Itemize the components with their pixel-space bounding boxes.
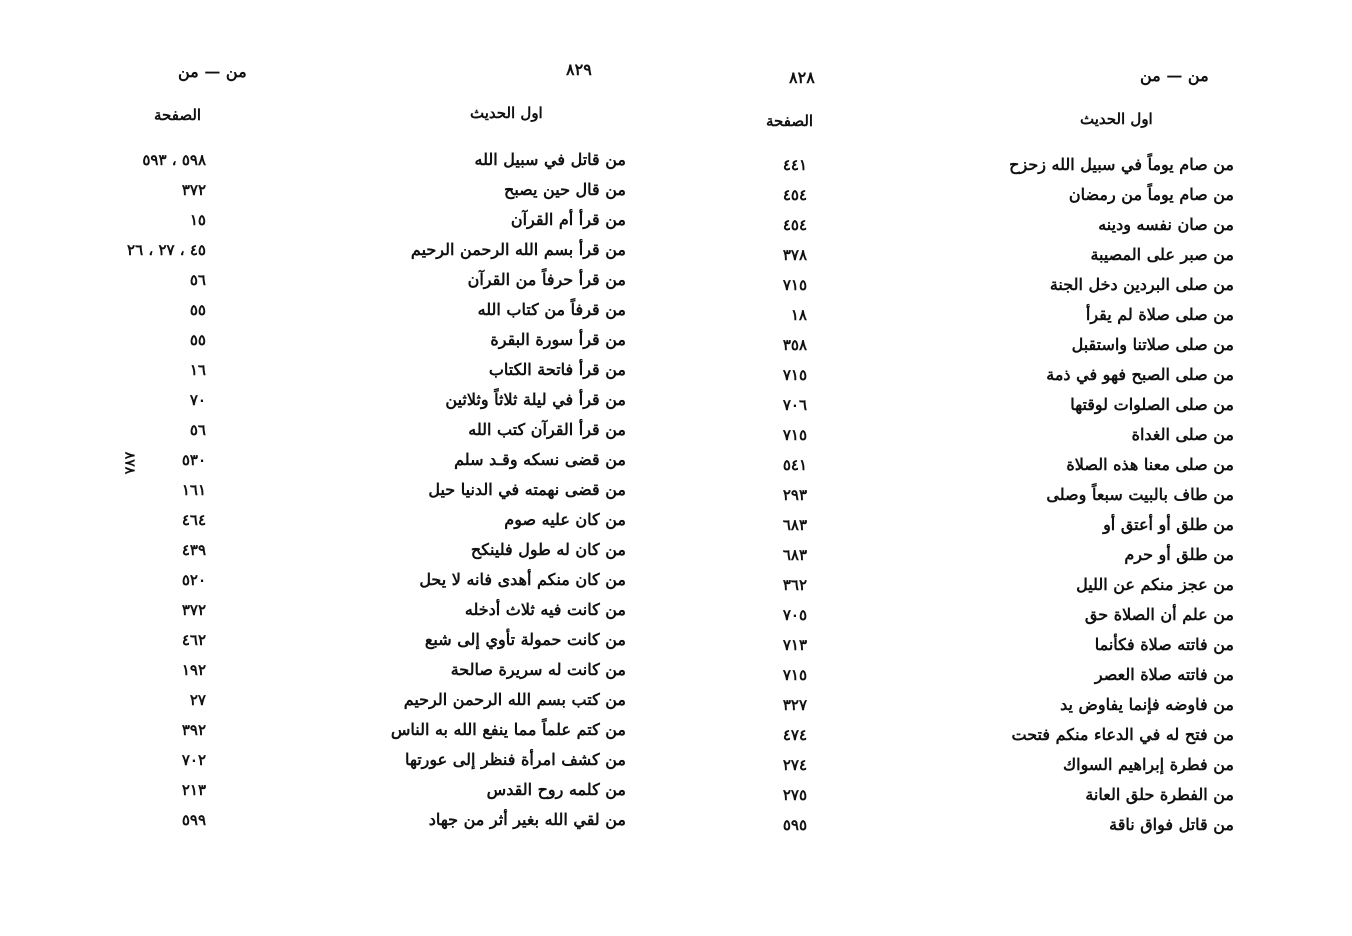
page-ref: ٣٧٢ bbox=[181, 181, 206, 199]
hadith-text: من صان نفسه ودينه bbox=[1098, 215, 1234, 234]
hadith-text: من صلى الغداة bbox=[1131, 425, 1234, 444]
hadith-text: من صام يوماً في سبيل الله زحزح bbox=[1009, 155, 1234, 174]
page-ref: ٢٩٣ bbox=[782, 486, 807, 504]
margin-mark: ٨٧٨ bbox=[121, 451, 138, 475]
page-ref: ٢١٣ bbox=[181, 781, 206, 799]
hadith-text: من طلق أو حرم bbox=[1124, 545, 1234, 564]
page-ref: ٧٠٢ bbox=[181, 751, 206, 769]
page-ref: ٣٥٨ bbox=[782, 336, 807, 354]
hadith-text: من علم أن الصلاة حق bbox=[1084, 605, 1234, 624]
list-item bbox=[0, 385, 676, 415]
list-item bbox=[0, 235, 676, 265]
page-ref: ٣٧٨ bbox=[782, 246, 807, 264]
list-item bbox=[0, 505, 676, 535]
hadith-text: من صام يوماً من رمضان bbox=[1068, 185, 1234, 204]
column-header-page: الصفحة bbox=[154, 106, 202, 124]
hadith-text: من صلى الصلوات لوقتها bbox=[1070, 395, 1234, 414]
page-ref: ٤٣٩ bbox=[181, 541, 206, 559]
list-item bbox=[676, 300, 1352, 330]
list-item bbox=[0, 685, 676, 715]
list-item bbox=[0, 595, 676, 625]
list-item bbox=[0, 445, 676, 475]
page-ref: ٧٠ bbox=[189, 391, 206, 409]
list-item bbox=[676, 810, 1352, 840]
page-ref: ١٨ bbox=[790, 306, 807, 324]
list-item bbox=[0, 415, 676, 445]
list-item bbox=[676, 240, 1352, 270]
page-ref: ٤٥ ، ٢٧ ، ٢٦ bbox=[127, 241, 206, 259]
list-item bbox=[0, 715, 676, 745]
hadith-text: من كشف امرأة فنظر إلى عورتها bbox=[404, 750, 626, 769]
hadith-text: من كانت حمولة تأوي إلى شبع bbox=[424, 630, 626, 649]
page-ref: ٦٨٣ bbox=[782, 546, 807, 564]
hadith-text: من كان له طول فلينكح bbox=[470, 540, 626, 559]
page-ref: ٣٧٢ bbox=[181, 601, 206, 619]
list-item bbox=[676, 780, 1352, 810]
hadith-text: من قضى نسكه وقـد سلم bbox=[454, 450, 626, 469]
column-header-page: الصفحة bbox=[766, 112, 814, 130]
page-ref: ٥٩٥ bbox=[782, 816, 807, 834]
list-item bbox=[676, 390, 1352, 420]
page-ref: ١٦١ bbox=[181, 481, 206, 499]
list-item bbox=[676, 570, 1352, 600]
page-ref: ٥٥ bbox=[189, 301, 206, 319]
hadith-text: من قرأ القرآن كتب الله bbox=[468, 420, 626, 439]
list-item bbox=[676, 750, 1352, 780]
list-item bbox=[676, 720, 1352, 750]
list-item bbox=[676, 330, 1352, 360]
hadith-text: من طاف بالبيت سبعاً وصلى bbox=[1046, 485, 1234, 504]
hadith-text: من كانت له سريرة صالحة bbox=[450, 660, 626, 679]
page-ref: ٥٣٠ bbox=[181, 451, 206, 469]
list-item bbox=[0, 325, 676, 355]
running-head: من — من bbox=[1140, 66, 1209, 85]
page-ref: ٢٧٥ bbox=[782, 786, 807, 804]
hadith-text: من صلى معنا هذه الصلاة bbox=[1066, 455, 1234, 474]
hadith-text: من فطرة إبراهيم السواك bbox=[1062, 755, 1234, 774]
hadith-text: من قرأ بسم الله الرحمن الرحيم bbox=[410, 240, 626, 259]
list-item bbox=[676, 210, 1352, 240]
hadith-text: من قرأ أم القرآن bbox=[510, 210, 626, 229]
page-ref: ٥٥ bbox=[189, 331, 206, 349]
hadith-text: من صلى الصبح فهو في ذمة bbox=[1046, 365, 1234, 384]
hadith-index-list bbox=[0, 145, 676, 835]
hadith-text: من فاتته صلاة فكأنما bbox=[1094, 635, 1234, 654]
hadith-text: من قرأ سورة البقرة bbox=[490, 330, 626, 349]
page-ref: ٧٠٦ bbox=[782, 396, 807, 414]
page-ref: ٥٩٩ bbox=[181, 811, 206, 829]
page-ref: ٣٦٢ bbox=[782, 576, 807, 594]
right-page bbox=[676, 0, 1352, 936]
hadith-text: من قضى نهمته في الدنيا حيل bbox=[428, 480, 626, 499]
hadith-text: من صبر على المصيبة bbox=[1090, 245, 1234, 264]
list-item bbox=[676, 510, 1352, 540]
running-head: من — من bbox=[178, 62, 247, 81]
list-item bbox=[676, 270, 1352, 300]
column-header-hadith-start: اول الحديث bbox=[1080, 110, 1153, 128]
page-ref: ٥٢٠ bbox=[181, 571, 206, 589]
hadith-text: من قال حين يصبح bbox=[504, 180, 626, 199]
page-ref: ٢٧ bbox=[189, 691, 206, 709]
list-item bbox=[0, 745, 676, 775]
hadith-text: من كتب بسم الله الرحمن الرحيم bbox=[403, 690, 626, 709]
list-item bbox=[676, 600, 1352, 630]
list-item bbox=[0, 205, 676, 235]
page-ref: ٧١٥ bbox=[782, 366, 807, 384]
page-ref: ٧١٥ bbox=[782, 666, 807, 684]
hadith-text: من كلمه روح القدس bbox=[486, 780, 626, 799]
hadith-text: من طلق أو أعتق أو bbox=[1103, 515, 1234, 534]
page-ref: ٤٥٤ bbox=[782, 186, 807, 204]
page-ref: ٥٤١ bbox=[782, 456, 807, 474]
list-item bbox=[0, 655, 676, 685]
list-item bbox=[0, 805, 676, 835]
hadith-text: من قاتل في سبيل الله bbox=[474, 150, 626, 169]
hadith-text: من عجز منكم عن الليل bbox=[1076, 575, 1234, 594]
list-item bbox=[676, 540, 1352, 570]
list-item bbox=[676, 450, 1352, 480]
column-header-hadith-start: اول الحديث bbox=[470, 104, 543, 122]
page-ref: ٥٦ bbox=[189, 271, 206, 289]
hadith-text: من قرأ حرفاً من القرآن bbox=[467, 270, 626, 289]
list-item bbox=[0, 625, 676, 655]
hadith-text: من قرأ في ليلة ثلاثاً وثلاثين bbox=[445, 390, 626, 409]
list-item bbox=[0, 565, 676, 595]
list-item bbox=[676, 630, 1352, 660]
hadith-text: من فتح له في الدعاء منكم فتحت bbox=[1011, 725, 1234, 744]
list-item bbox=[0, 145, 676, 175]
hadith-text: من لقي الله بغير أثر من جهاد bbox=[428, 810, 626, 829]
list-item bbox=[0, 535, 676, 565]
page-ref: ١٥ bbox=[189, 211, 206, 229]
page-ref: ١٩٢ bbox=[181, 661, 206, 679]
hadith-text: من كانت فيه ثلاث أدخله bbox=[464, 600, 626, 619]
hadith-text: من صلى صلاة لم يقرأ bbox=[1085, 305, 1234, 324]
page-ref: ٤٦٤ bbox=[181, 511, 206, 529]
page-ref: ٤٧٤ bbox=[782, 726, 807, 744]
list-item bbox=[676, 150, 1352, 180]
page-ref: ٥٦ bbox=[189, 421, 206, 439]
hadith-text: من كان منكم أهدى فانه لا يحل bbox=[419, 570, 626, 589]
page-ref: ٣٢٧ bbox=[782, 696, 807, 714]
page-number: ٨٢٨ bbox=[789, 68, 815, 87]
list-item bbox=[0, 295, 676, 325]
page-ref: ٥٩٨ ، ٥٩٣ bbox=[142, 151, 206, 169]
list-item bbox=[0, 355, 676, 385]
hadith-text: من قاتل فواق ناقة bbox=[1109, 815, 1234, 834]
hadith-text: من قرأ فاتحة الكتاب bbox=[488, 360, 626, 379]
page-ref: ٧٠٥ bbox=[782, 606, 807, 624]
page-ref: ١٦ bbox=[189, 361, 206, 379]
page-ref: ٧١٥ bbox=[782, 276, 807, 294]
list-item bbox=[676, 180, 1352, 210]
page-ref: ٤٤١ bbox=[782, 156, 807, 174]
list-item bbox=[676, 690, 1352, 720]
list-item bbox=[676, 420, 1352, 450]
page-ref: ٣٩٢ bbox=[181, 721, 206, 739]
list-item bbox=[676, 480, 1352, 510]
page-ref: ٢٧٤ bbox=[782, 756, 807, 774]
page-ref: ٧١٥ bbox=[782, 426, 807, 444]
hadith-text: من صلى صلاتنا واستقبل bbox=[1071, 335, 1234, 354]
list-item bbox=[0, 475, 676, 505]
hadith-text: من الفطرة حلق العانة bbox=[1085, 785, 1234, 804]
hadith-text: من فاوضه فإنما يفاوض يد bbox=[1060, 695, 1234, 714]
hadith-text: من فاتته صلاة العصر bbox=[1094, 665, 1234, 684]
list-item bbox=[676, 360, 1352, 390]
page-ref: ٤٦٢ bbox=[181, 631, 206, 649]
list-item bbox=[0, 175, 676, 205]
hadith-text: من كان عليه صوم bbox=[504, 510, 626, 529]
hadith-text: من قرفاً من كتاب الله bbox=[477, 300, 626, 319]
hadith-text: من صلى البردين دخل الجنة bbox=[1049, 275, 1234, 294]
hadith-text: من كتم علماً مما ينفع الله به الناس bbox=[390, 720, 626, 739]
list-item bbox=[0, 265, 676, 295]
page-ref: ٧١٣ bbox=[782, 636, 807, 654]
hadith-index-list bbox=[676, 150, 1352, 840]
page-number: ٨٢٩ bbox=[566, 60, 592, 79]
list-item bbox=[0, 775, 676, 805]
list-item bbox=[676, 660, 1352, 690]
page-ref: ٤٥٤ bbox=[782, 216, 807, 234]
page-ref: ٦٨٣ bbox=[782, 516, 807, 534]
